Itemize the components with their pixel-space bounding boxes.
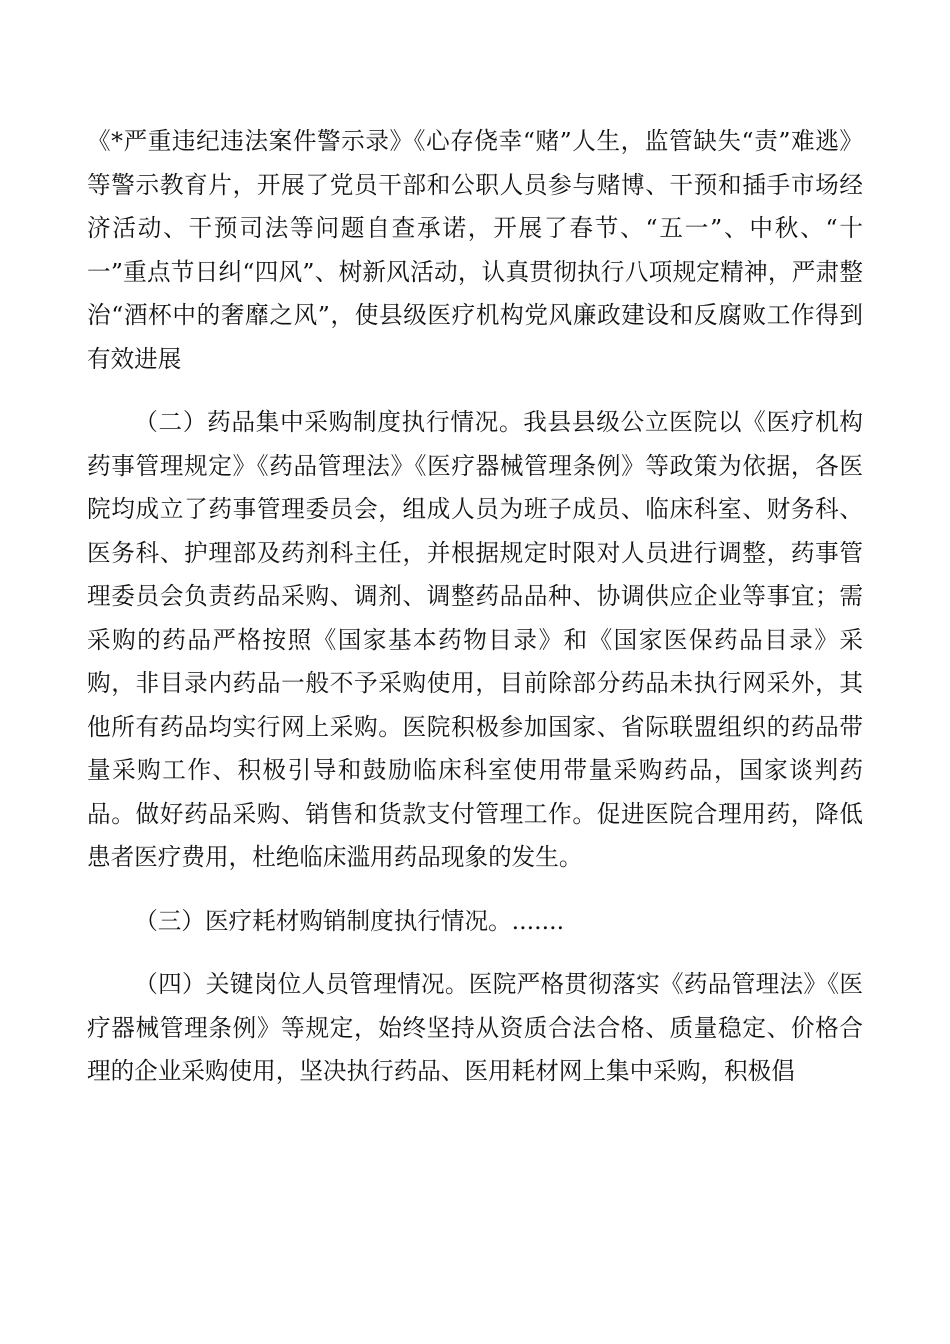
paragraph-warning-education: 《*严重违纪违法案件警示录》《心存侥幸“赌”人生，监管缺失“责”难逃》等警示教育片，开展了党员干部和公职人员参与赌博、干预和插手市场经济活动、干预司法等问题自查承诺，开展了春节、“五一”、中秋、“十一”重点节日纠“四风”、树新风活动，认真贯彻执行八项规定精神，严肃整治“酒杯中的奢靡之风”，使县级医疗机构党风廉政建设和反腐败工作得到有效进展 [87, 127, 863, 373]
paragraph-key-positions: （四）关键岗位人员管理情况。医院严格贯彻落实《药品管理法》《医疗器械管理条例》等规定，始终坚持从资质合法合格、质量稳定、价格合理的企业采购使用，坚决执行药品、医用耗材网上集中采购，积极倡 [87, 970, 863, 1085]
paragraph-consumables: （三）医疗耗材购销制度执行情况。....... [134, 906, 565, 935]
paragraph-drug-procurement: （二）药品集中采购制度执行情况。我县县级公立医院以《医疗机构药事管理规定》《药品管理法》《医疗器械管理条例》等政策为依据，各医院均成立了药事管理委员会，组成人员为班子成员、临床科室、财务科、医务科、护理部及药剂科主任，并根据规定时限对人员进行调整，药事管理委员会负责药品采购、调剂、调整药品品种、协调供应企业等事宜；需采购的药品严格按照《国家基本药物目录》和《国家医保药品目录》采购，非目录内药品一般不予采购使用，目前除部分药品未执行网采外，其他所有药品均实行网上采购。医院积极参加国家、省际联盟组织的药品带量采购工作、积极引导和鼓励临床科室使用带量采购药品，国家谈判药品。做好药品采购、销售和货款支付管理工作。促进医院合理用药，降低患者医疗费用，杜绝临床滥用药品现象的发生。 [87, 408, 863, 871]
document-body [87, 120, 863, 1114]
